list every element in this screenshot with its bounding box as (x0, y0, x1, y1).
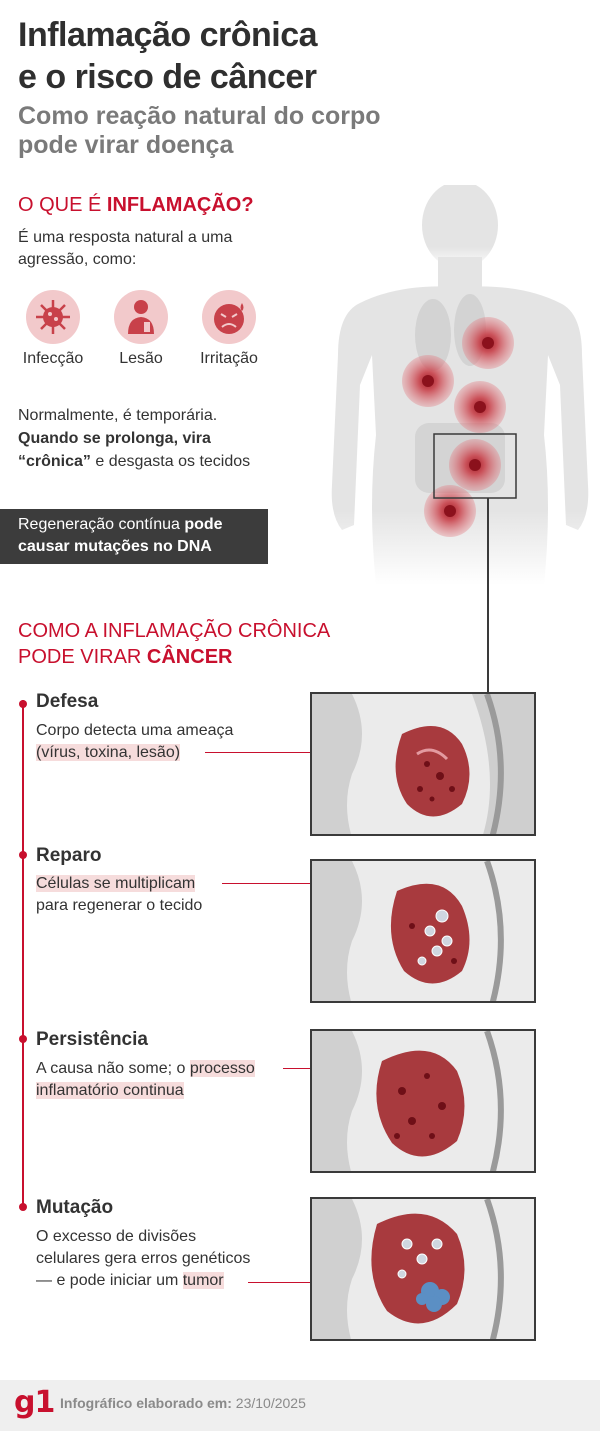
tissue-panel-repair (310, 859, 536, 1003)
page-subtitle (18, 102, 438, 160)
tissue-panel-mutation (310, 1197, 536, 1341)
subtitle-line-1: Como reação natural do corpo (18, 102, 381, 130)
footer-credit: Infográfico elaborado em: 23/10/2025 (60, 1395, 306, 1411)
page-title (18, 14, 418, 98)
zoom-connector-line (487, 498, 489, 692)
step-text-repair: Células se multiplicam para regenerar o tecido (36, 875, 203, 914)
title-line-2: e o risco de câncer (18, 58, 317, 96)
timeline-dot-defense (19, 700, 27, 708)
chronic-explanation: Normalmente, é temporária. Quando se prolonga, vira “crônica” e desgasta os tecidos (18, 407, 251, 470)
irritated-face-icon (202, 290, 256, 344)
step-title-persistence: Persistência (36, 1029, 148, 1050)
cause-label-infection: Infecção (22, 350, 84, 367)
timeline-line (22, 700, 24, 1210)
section-how-heading: COMO A INFLAMAÇÃO CRÔNICA PODE VIRAR CÂNCER (18, 620, 331, 668)
cause-label-injury: Lesão (119, 350, 163, 367)
virus-icon (26, 290, 80, 344)
step-title-defense: Defesa (36, 691, 99, 712)
timeline-dot-repair (19, 851, 27, 859)
step-text-mutation: O excesso de divisões celulares gera erros genéticos — e pode iniciar um tumor (36, 1228, 251, 1289)
section-what-is-heading: O QUE É INFLAMAÇÃO? (18, 194, 254, 216)
subtitle-line-2: pode virar doença (18, 131, 234, 159)
regeneration-callout: Regeneração contínua pode causar mutações no DNA (0, 509, 268, 564)
step-title-mutation: Mutação (36, 1197, 114, 1218)
section-what-is-intro: É uma resposta natural a uma agressão, como: (18, 229, 233, 268)
step-text-persistence: A causa não some; o processo inflamatório continua (36, 1060, 255, 1099)
step-title-repair: Reparo (36, 845, 102, 866)
tissue-panel-persistence (310, 1029, 536, 1173)
cause-label-irritation: Irritação (200, 350, 258, 367)
g1-logo: g1 (14, 1385, 55, 1420)
timeline-dot-persistence (19, 1035, 27, 1043)
body-silhouette-illustration (320, 185, 600, 585)
timeline-dot-mutation (19, 1203, 27, 1211)
tissue-panel-defense (310, 692, 536, 836)
injured-person-icon (114, 290, 168, 344)
title-line-1: Inflamação crônica (18, 16, 318, 54)
step-text-defense: Corpo detecta uma ameaça (vírus, toxina, lesão) (36, 722, 234, 761)
